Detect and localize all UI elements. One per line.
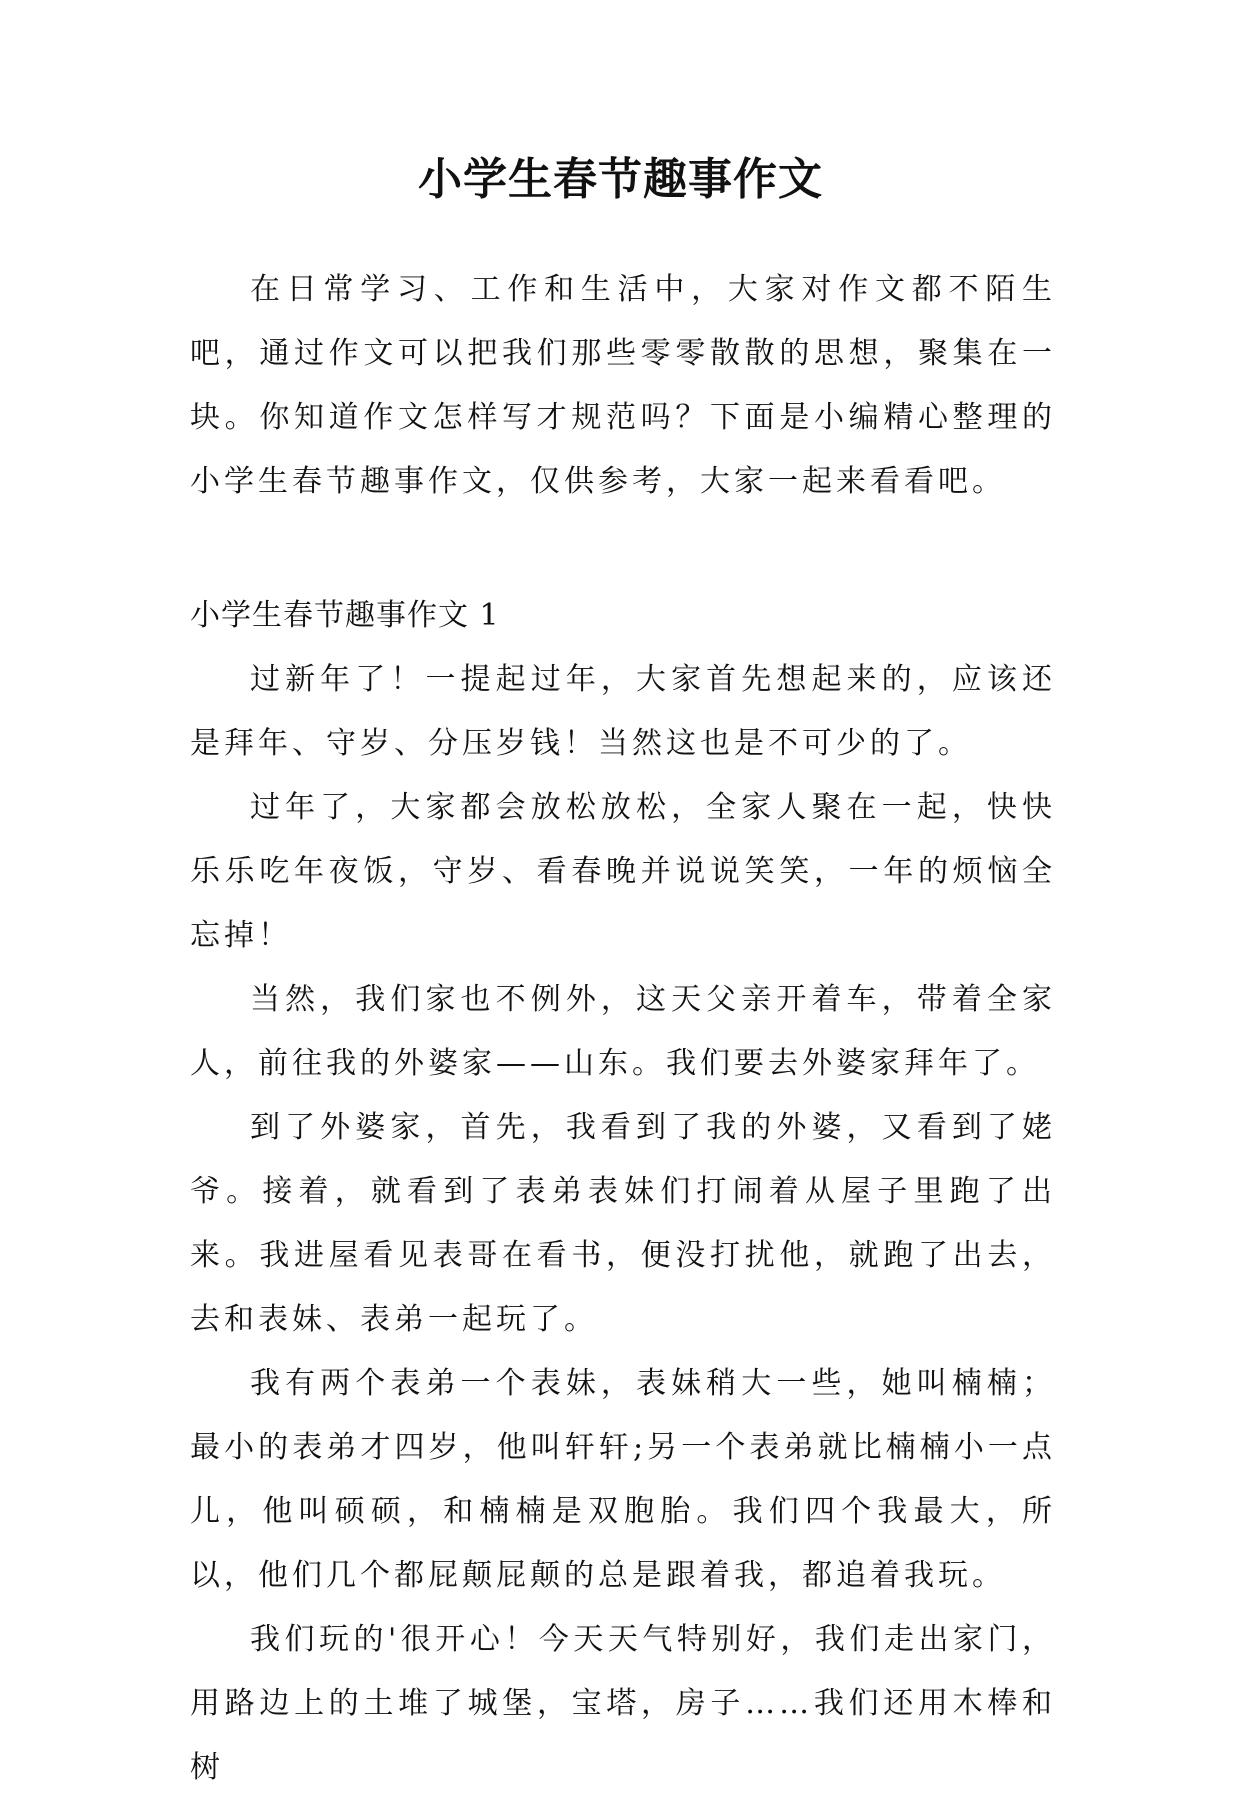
document-title: 小学生春节趣事作文 xyxy=(418,154,823,205)
section-heading: 小学生春节趣事作文 1 xyxy=(190,598,500,633)
body-paragraph: 当然，我们家也不例外，这天父亲开着车，带着全家人，前往我的外婆家——山东。我们要去外婆家拜年了。 xyxy=(190,982,1056,1081)
body-paragraph: 我们玩的'很开心！今天天气特别好，我们走出家门，用路边上的土堆了城堡，宝塔，房子……我们还用木棒和树 xyxy=(190,1622,1056,1785)
body-paragraph: 过年了，大家都会放松放松，全家人聚在一起，快快乐乐吃年夜饭，守岁、看春晚并说说笑笑，一年的烦恼全忘掉！ xyxy=(190,790,1056,953)
body-paragraph: 到了外婆家，首先，我看到了我的外婆，又看到了姥爷。接着，就看到了表弟表妹们打闹着从屋子里跑了出来。我进屋看见表哥在看书，便没打扰他，就跑了出去，去和表妹、表弟一起玩了。 xyxy=(190,1110,1056,1337)
body-paragraph: 我有两个表弟一个表妹，表妹稍大一些，她叫楠楠；最小的表弟才四岁，他叫轩轩;另一个表弟就比楠楠小一点儿，他叫硕硕，和楠楠是双胞胎。我们四个我最大，所以，他们几个都屁颠屁颠的总是跟着我，都追着我玩。 xyxy=(190,1366,1056,1593)
document-body xyxy=(190,258,1056,1800)
body-paragraph: 过新年了！一提起过年，大家首先想起来的，应该还是拜年、守岁、分压岁钱！当然这也是不可少的了。 xyxy=(190,662,1056,761)
intro-paragraph: 在日常学习、工作和生活中，大家对作文都不陌生吧，通过作文可以把我们那些零零散散的思想，聚集在一块。你知道作文怎样写才规范吗？下面是小编精心整理的小学生春节趣事作文，仅供参考，大家一起来看看吧。 xyxy=(190,272,1056,499)
